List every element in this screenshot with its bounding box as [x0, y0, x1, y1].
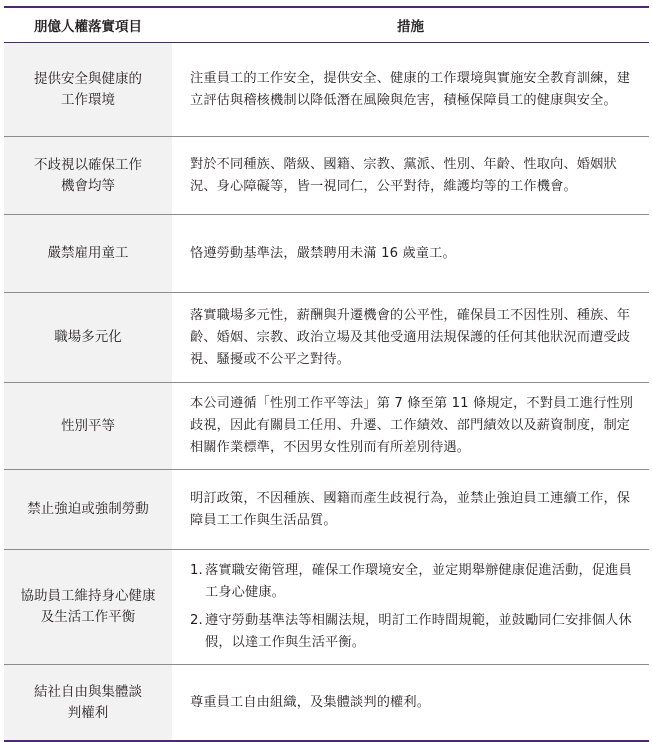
human-rights-table [4, 6, 649, 742]
table-header [4, 8, 649, 43]
table-row [4, 665, 649, 740]
table-row [4, 43, 649, 137]
list-item [190, 610, 639, 654]
measure-cell: 對於不同種族、階級、國籍、宗教、黨派、性別、年齡、性取向、婚姻狀況、身心障礙等，皆一視同仁，公平對待，維護均等的工作機會。 [190, 156, 617, 194]
item-cell: 職場多元化 [4, 293, 172, 382]
table-row [4, 293, 649, 383]
item-cell: 禁止強迫或強制勞動 [4, 470, 172, 549]
list-item [190, 560, 639, 604]
list-item-number: 1. [190, 563, 203, 578]
measure-cell: 本公司遵循「性別工作平等法」第 7 條至第 11 條規定，不對員工進行性別歧視，因此有關員工任用、升遷、工作績效、部門績效以及薪資制度，制定相關作業標準，不因男女性別而有所差別待遇。 [190, 396, 634, 455]
table-row [4, 470, 649, 550]
item-cell: 嚴禁雇用童工 [4, 215, 172, 292]
table-row [4, 383, 649, 470]
table-row [4, 550, 649, 665]
table-row [4, 137, 649, 215]
measure-cell: 落實職場多元性，薪酬與升遷機會的公平性，確保員工不因性別、種族、年齡、婚姻、宗教、政治立場及其他受適用法規保護的任何其他狀況而遭受歧視、騷擾或不公平之對待。 [190, 307, 631, 367]
measure-cell: 明訂政策，不因種族、國籍而產生歧視行為，並禁止強迫員工連續工作，保障員工工作與生活品質。 [190, 490, 631, 528]
header-item-column: 朋億人權落實項目 [34, 19, 142, 35]
table-row [4, 215, 649, 293]
measure-cell [172, 550, 649, 664]
list-item-text: 落實職安衛管理，確保工作環境安全，並定期舉辦健康促進活動，促進員工身心健康。 [205, 563, 632, 600]
measure-cell: 恪遵勞動基準法，嚴禁聘用未滿 16 歲童工。 [190, 245, 456, 261]
item-cell: 不歧視以確保工作機會均等 [4, 137, 172, 214]
measure-cell: 注重員工的工作安全，提供安全、健康的工作環境與實施安全教育訓練，建立評估與稽核機制以降低潛在風險與危害，積極保障員工的健康與安全。 [190, 70, 631, 108]
list-item-text: 遵守勞動基準法等相關法規，明訂工作時間規範，並鼓勵同仁安排個人休假，以達工作與生活平衡。 [205, 613, 632, 650]
list-item-number: 2. [190, 613, 203, 628]
item-cell: 結社自由與集體談判權利 [4, 665, 172, 740]
header-measure-column: 措施 [397, 19, 424, 35]
item-cell: 性別平等 [4, 383, 172, 469]
measure-cell: 尊重員工自由組織，及集體談判的權利。 [190, 694, 431, 710]
item-cell: 協助員工維持身心健康及生活工作平衡 [4, 550, 172, 664]
item-cell: 提供安全與健康的工作環境 [4, 43, 172, 136]
